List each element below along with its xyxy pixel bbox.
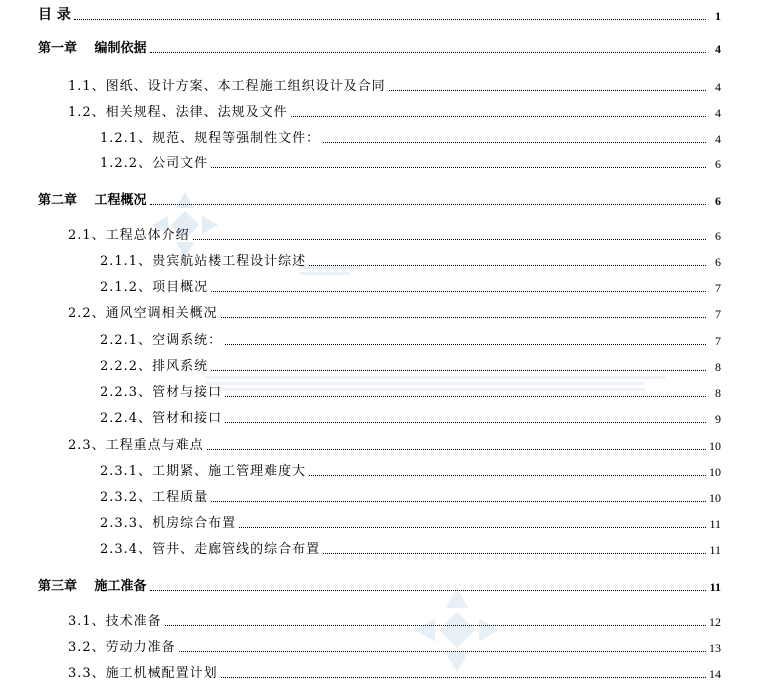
dot-leader xyxy=(221,677,706,678)
toc-page-number: 10 xyxy=(709,491,721,505)
dot-leader xyxy=(211,370,706,371)
toc-entry-title: 2.3.4、管井、走廊管线的综合布置 xyxy=(100,542,321,557)
dot-leader xyxy=(389,90,706,91)
toc-entry-title: 2.2、通风空调相关概况 xyxy=(68,306,218,321)
dot-leader xyxy=(165,625,706,626)
toc-subsection-2-1-2[interactable] xyxy=(100,281,721,294)
toc-entry-title: 2.1.1、贵宾航站楼工程设计综述 xyxy=(100,254,307,269)
dot-leader xyxy=(323,553,706,554)
dot-leader xyxy=(239,527,706,528)
toc-subsection-2-3-3[interactable] xyxy=(100,517,721,530)
toc-section-1-1[interactable] xyxy=(68,80,721,93)
toc-page-number: 8 xyxy=(715,360,721,374)
toc-page-number: 4 xyxy=(715,106,721,120)
toc-page-number: 10 xyxy=(709,465,721,479)
toc-section-3-3[interactable] xyxy=(68,667,721,680)
toc-page-number: 7 xyxy=(715,281,721,295)
dot-leader xyxy=(150,590,706,591)
toc-entry-title: 2.2.2、排风系统 xyxy=(100,359,209,374)
toc-page-number: 11 xyxy=(709,517,721,531)
toc-page-number: 4 xyxy=(715,80,721,94)
toc-heading xyxy=(38,8,721,22)
dot-leader xyxy=(309,265,706,266)
toc-entry-title: 第一章 编制依据 xyxy=(38,41,147,56)
dot-leader xyxy=(74,19,706,20)
toc-chapter-3[interactable] xyxy=(38,580,721,593)
toc-page-number: 9 xyxy=(715,412,721,426)
toc-subsection-2-3-1[interactable] xyxy=(100,465,721,478)
toc-page-number: 6 xyxy=(715,229,721,243)
toc-entry-title: 2.3.1、工期紧、施工管理难度大 xyxy=(100,464,307,479)
toc-subsection-2-1-1[interactable] xyxy=(100,255,721,268)
toc-entry-title: 2.2.3、管材与接口 xyxy=(100,385,223,400)
toc-page-number: 6 xyxy=(715,255,721,269)
toc-entry-title: 2.3、工程重点与难点 xyxy=(68,438,204,453)
dot-leader xyxy=(309,475,706,476)
dot-leader xyxy=(150,52,706,53)
toc-page-number: 6 xyxy=(715,157,721,171)
toc-page-number: 6 xyxy=(715,194,721,208)
toc-subsection-2-2-4[interactable] xyxy=(100,412,721,425)
toc-entry-title: 2.2.1、空调系统： xyxy=(100,333,223,348)
toc-page-number: 11 xyxy=(709,543,721,557)
toc-chapter-1[interactable] xyxy=(38,42,721,55)
toc-section-1-2[interactable] xyxy=(68,106,721,119)
toc-subsection-2-2-1[interactable] xyxy=(100,334,721,347)
toc-entry-title: 1.2.2、公司文件 xyxy=(100,156,209,171)
toc-section-2-1[interactable] xyxy=(68,229,721,242)
toc-page-number: 4 xyxy=(715,132,721,146)
toc-subsection-2-3-4[interactable] xyxy=(100,543,721,556)
toc-entry-title: 3.2、劳动力准备 xyxy=(68,640,176,655)
toc-page-number: 7 xyxy=(715,334,721,348)
toc-page-number: 13 xyxy=(709,641,721,655)
dot-leader xyxy=(211,501,706,502)
toc-page-number: 7 xyxy=(715,307,721,321)
toc-page-number: 11 xyxy=(709,580,721,594)
toc-page-number: 4 xyxy=(715,42,721,56)
toc-entry-title: 1.1、图纸、设计方案、本工程施工组织设计及合同 xyxy=(68,79,386,94)
toc-entry-title: 3.3、施工机械配置计划 xyxy=(68,666,218,681)
toc-page-number: 14 xyxy=(709,667,721,681)
toc-entry-title: 2.3.3、机房综合布置 xyxy=(100,516,237,531)
toc-section-2-3[interactable] xyxy=(68,439,721,452)
toc-page-number: 12 xyxy=(709,615,721,629)
dot-leader xyxy=(225,396,706,397)
toc-entry-title: 2.1.2、项目概况 xyxy=(100,280,209,295)
toc-entry-title: 2.3.2、工程质量 xyxy=(100,490,209,505)
toc-entry-title: 2.2.4、管材和接口 xyxy=(100,411,223,426)
dot-leader xyxy=(193,239,706,240)
toc-page-number: 8 xyxy=(715,386,721,400)
toc-heading-title: 目 录 xyxy=(38,7,71,23)
toc-page-number: 1 xyxy=(715,9,721,23)
toc-subsection-2-2-2[interactable] xyxy=(100,360,721,373)
toc-entry-title: 1.2、相关规程、法律、法规及文件 xyxy=(68,105,288,120)
toc-subsection-2-2-3[interactable] xyxy=(100,386,721,399)
dot-leader xyxy=(291,116,706,117)
toc-entry-title: 2.1、工程总体介绍 xyxy=(68,228,190,243)
toc-subsection-1-2-2[interactable] xyxy=(100,157,721,170)
dot-leader xyxy=(323,142,706,143)
toc-entry-title: 1.2.1、规范、规程等强制性文件： xyxy=(100,131,321,146)
dot-leader xyxy=(150,204,706,205)
dot-leader xyxy=(225,344,706,345)
toc-entry-title: 3.1、技术准备 xyxy=(68,614,162,629)
toc-chapter-2[interactable] xyxy=(38,194,721,207)
dot-leader xyxy=(211,167,706,168)
dot-leader xyxy=(211,291,706,292)
dot-leader xyxy=(221,317,706,318)
toc-entry-title: 第三章 施工准备 xyxy=(38,579,147,594)
dot-leader xyxy=(179,651,706,652)
toc-section-3-2[interactable] xyxy=(68,641,721,654)
toc-subsection-1-2-1[interactable] xyxy=(100,132,721,145)
toc-section-3-1[interactable] xyxy=(68,615,721,628)
toc-entry-title: 第二章 工程概况 xyxy=(38,193,147,208)
dot-leader xyxy=(207,449,706,450)
toc-section-2-2[interactable] xyxy=(68,307,721,320)
toc-page-number: 10 xyxy=(709,439,721,453)
toc-subsection-2-3-2[interactable] xyxy=(100,491,721,504)
dot-leader xyxy=(225,422,706,423)
